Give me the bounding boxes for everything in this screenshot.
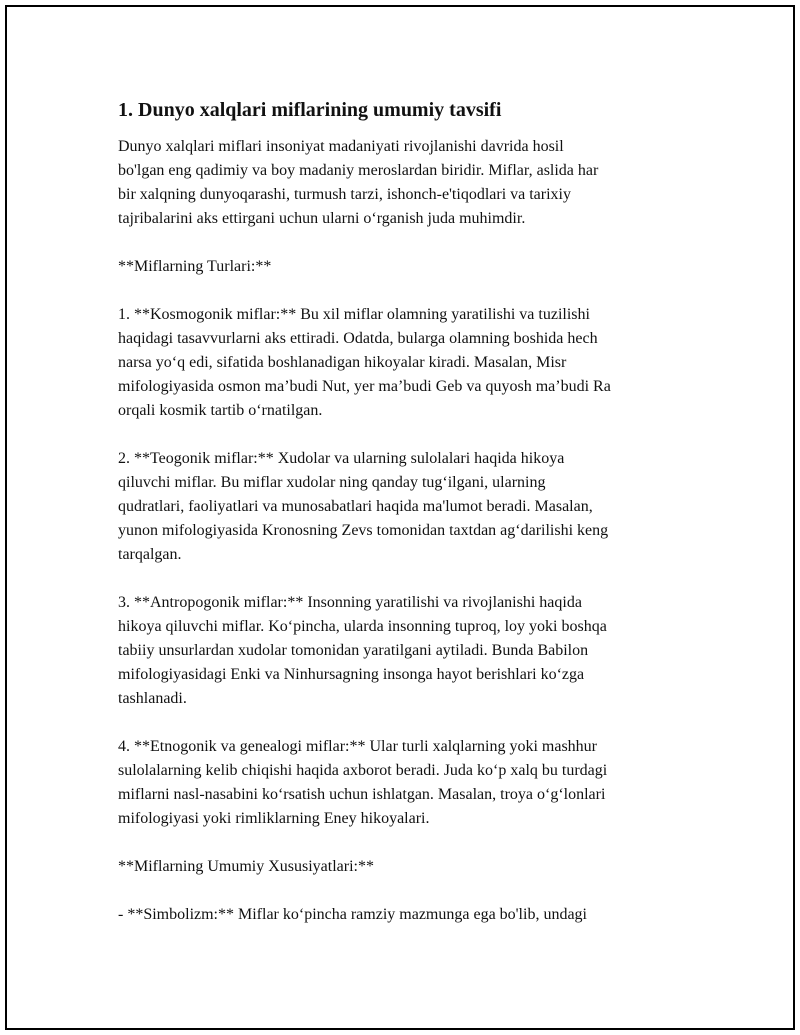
- text-line: tabiiy unsurlardan xudolar tomonidan yaratilgani aytiladi. Bunda Babilon: [118, 642, 589, 659]
- paragraph-list: [118, 135, 698, 927]
- paragraph: [118, 855, 698, 879]
- text-line: bir xalqning dunyoqarashi, turmush tarzi, ishonch-e'tiqodlari va tarixiy: [118, 186, 571, 203]
- paragraph: [118, 135, 698, 231]
- paragraph: [118, 255, 698, 279]
- text-line: miflarni nasl-nasabini ko‘rsatish uchun ishlatgan. Masalan, troya o‘g‘lonlari: [118, 786, 606, 803]
- paragraph: [118, 303, 698, 423]
- document-title: 1. Dunyo xalqlari miflarining umumiy tavsifi: [118, 99, 502, 121]
- text-line: mifologiyasi yoki rimliklarning Eney hikoyalari.: [118, 810, 430, 827]
- text-line: mifologiyasidagi Enki va Ninhursagning insonga hayot berishlari ko‘zga: [118, 666, 585, 683]
- text-line: sulolalarning kelib chiqishi haqida axborot beradi. Juda ko‘p xalq bu turdagi: [118, 762, 608, 779]
- paragraph: [118, 735, 698, 831]
- text-line: **Miflarning Umumiy Xususiyatlari:**: [118, 858, 374, 875]
- text-line: bo'lgan eng qadimiy va boy madaniy meroslardan biridir. Miflar, aslida har: [118, 162, 599, 179]
- document-page: [5, 5, 795, 1030]
- text-line: - **Simbolizm:** Miflar ko‘pincha ramziy mazmunga ega bo'lib, undagi: [118, 906, 587, 923]
- document-body: [118, 95, 698, 951]
- text-line: Dunyo xalqlari miflari insoniyat madaniyati rivojlanishi davrida hosil: [118, 138, 564, 155]
- text-line: 2. **Teogonik miflar:** Xudolar va ularning sulolalari haqida hikoya: [118, 450, 565, 467]
- text-line: tashlanadi.: [118, 690, 187, 707]
- paragraph: [118, 447, 698, 567]
- text-line: orqali kosmik tartib o‘rnatilgan.: [118, 402, 323, 419]
- text-line: tajribalarini aks ettirgani uchun ularni o‘rganish juda muhimdir.: [118, 210, 526, 227]
- text-line: narsa yo‘q edi, sifatida boshlanadigan hikoyalar kiradi. Masalan, Misr: [118, 354, 567, 371]
- text-line: yunon mifologiyasida Kronosning Zevs tomonidan taxtdan ag‘darilishi keng: [118, 522, 609, 539]
- text-line: qiluvchi miflar. Bu miflar xudolar ning qanday tug‘ilgani, ularning: [118, 474, 546, 491]
- text-line: 4. **Etnogonik va genealogi miflar:** Ular turli xalqlarning yoki mashhur: [118, 738, 598, 755]
- text-line: 3. **Antropogonik miflar:** Insonning yaratilishi va rivojlanishi haqida: [118, 594, 582, 611]
- text-line: haqidagi tasavvurlarni aks ettiradi. Odatda, bularga olamning boshida hech: [118, 330, 598, 347]
- text-line: tarqalgan.: [118, 546, 182, 563]
- paragraph: [118, 591, 698, 711]
- text-line: 1. **Kosmogonik miflar:** Bu xil miflar olamning yaratilishi va tuzilishi: [118, 306, 590, 323]
- text-line: **Miflarning Turlari:**: [118, 258, 272, 275]
- text-line: hikoya qiluvchi miflar. Ko‘pincha, ularda insonning tuproq, loy yoki boshqa: [118, 618, 607, 635]
- paragraph: [118, 903, 698, 927]
- text-line: qudratlari, faoliyatlari va munosabatlari haqida ma'lumot beradi. Masalan,: [118, 498, 593, 515]
- text-line: mifologiyasida osmon ma’budi Nut, yer ma’budi Geb va quyosh ma’budi Ra: [118, 378, 611, 395]
